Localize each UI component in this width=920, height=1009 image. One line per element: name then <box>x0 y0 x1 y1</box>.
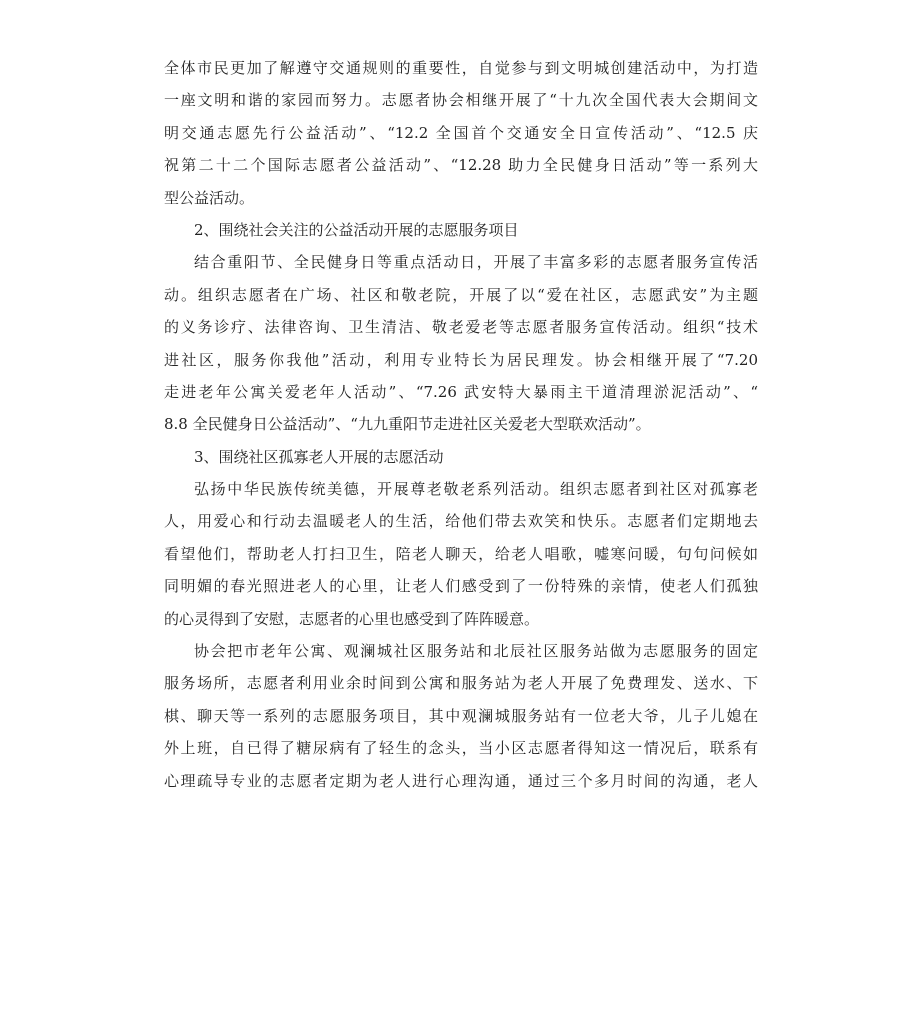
text-line: 人，用爱心和行动去温暖老人的生活，给他们带去欢笑和快乐。志愿者们定期地去 <box>164 512 758 531</box>
text-line: 的义务诊疗、法律咨询、卫生清洁、敬老爱老等志愿者服务宣传活动。组织“技术 <box>164 318 758 337</box>
text-line: 服务场所，志愿者利用业余时间到公寓和服务站为老人开展了免费理发、送水、下 <box>164 674 758 693</box>
text-line: 棋、聊天等一系列的志愿服务项目，其中观澜城服务站有一位老大爷，儿子儿媳在 <box>164 706 758 725</box>
text-line: 8.8 全民健身日公益活动”、“九九重阳节走进社区关爱老大型联欢活动”。 <box>164 415 651 434</box>
section-heading: 3、围绕社区孤寡老人开展的志愿活动 <box>194 447 444 466</box>
text-line: 祝第二十二个国际志愿者公益活动”、“12.28 助力全民健身日活动”等一系列大 <box>164 156 758 175</box>
paragraph-first-line: 弘扬中华民族传统美德，开展尊老敬老系列活动。组织志愿者到社区对孤寡老 <box>194 480 758 499</box>
text-line: 同明媚的春光照进老人的心里，让老人们感受到了一份特殊的亲情，使老人们孤独 <box>164 577 758 596</box>
text-line: 型公益活动。 <box>164 188 255 207</box>
text-line: 外上班，自已得了糖尿病有了轻生的念头，当小区志愿者得知这一情况后，联系有 <box>164 739 758 758</box>
body-text <box>164 52 758 797</box>
text-line: 看望他们，帮助老人打扫卫生，陪老人聊天，给老人唱歌，嘘寒问暖，句句问候如 <box>164 544 758 563</box>
text-line: 全体市民更加了解遵守交通规则的重要性，自觉参与到文明城创建活动中，为打造 <box>164 59 758 77</box>
paragraph-first-line: 结合重阳节、全民健身日等重点活动日，开展了丰富多彩的志愿者服务宣传活 <box>194 253 758 272</box>
text-line: 一座文明和谐的家园而努力。志愿者协会相继开展了“十九次全国代表大会期间文 <box>164 91 758 110</box>
text-line: 走进老年公寓关爱老年人活动”、“7.26 武安特大暴雨主干道清理淤泥活动”、“ <box>164 382 758 401</box>
paragraph-first-line: 协会把市老年公寓、观澜城社区服务站和北辰社区服务站做为志愿服务的固定 <box>194 642 758 661</box>
text-line: 进社区，服务你我他”活动，利用专业特长为居民理发。协会相继开展了“7.20 <box>164 350 758 369</box>
section-heading: 2、围绕社会关注的公益活动开展的志愿服务项目 <box>194 220 519 239</box>
text-line: 的心灵得到了安慰，志愿者的心里也感受到了阵阵暖意。 <box>164 609 540 628</box>
text-line: 动。组织志愿者在广场、社区和敬老院，开展了以“爱在社区，志愿武安”为主题 <box>164 285 758 304</box>
text-line: 心理疏导专业的志愿者定期为老人进行心理沟通，通过三个多月时间的沟通，老人 <box>164 771 758 790</box>
text-line: 明交通志愿先行公益活动”、“12.2 全国首个交通安全日宣传活动”、“12.5 庆 <box>164 123 758 142</box>
